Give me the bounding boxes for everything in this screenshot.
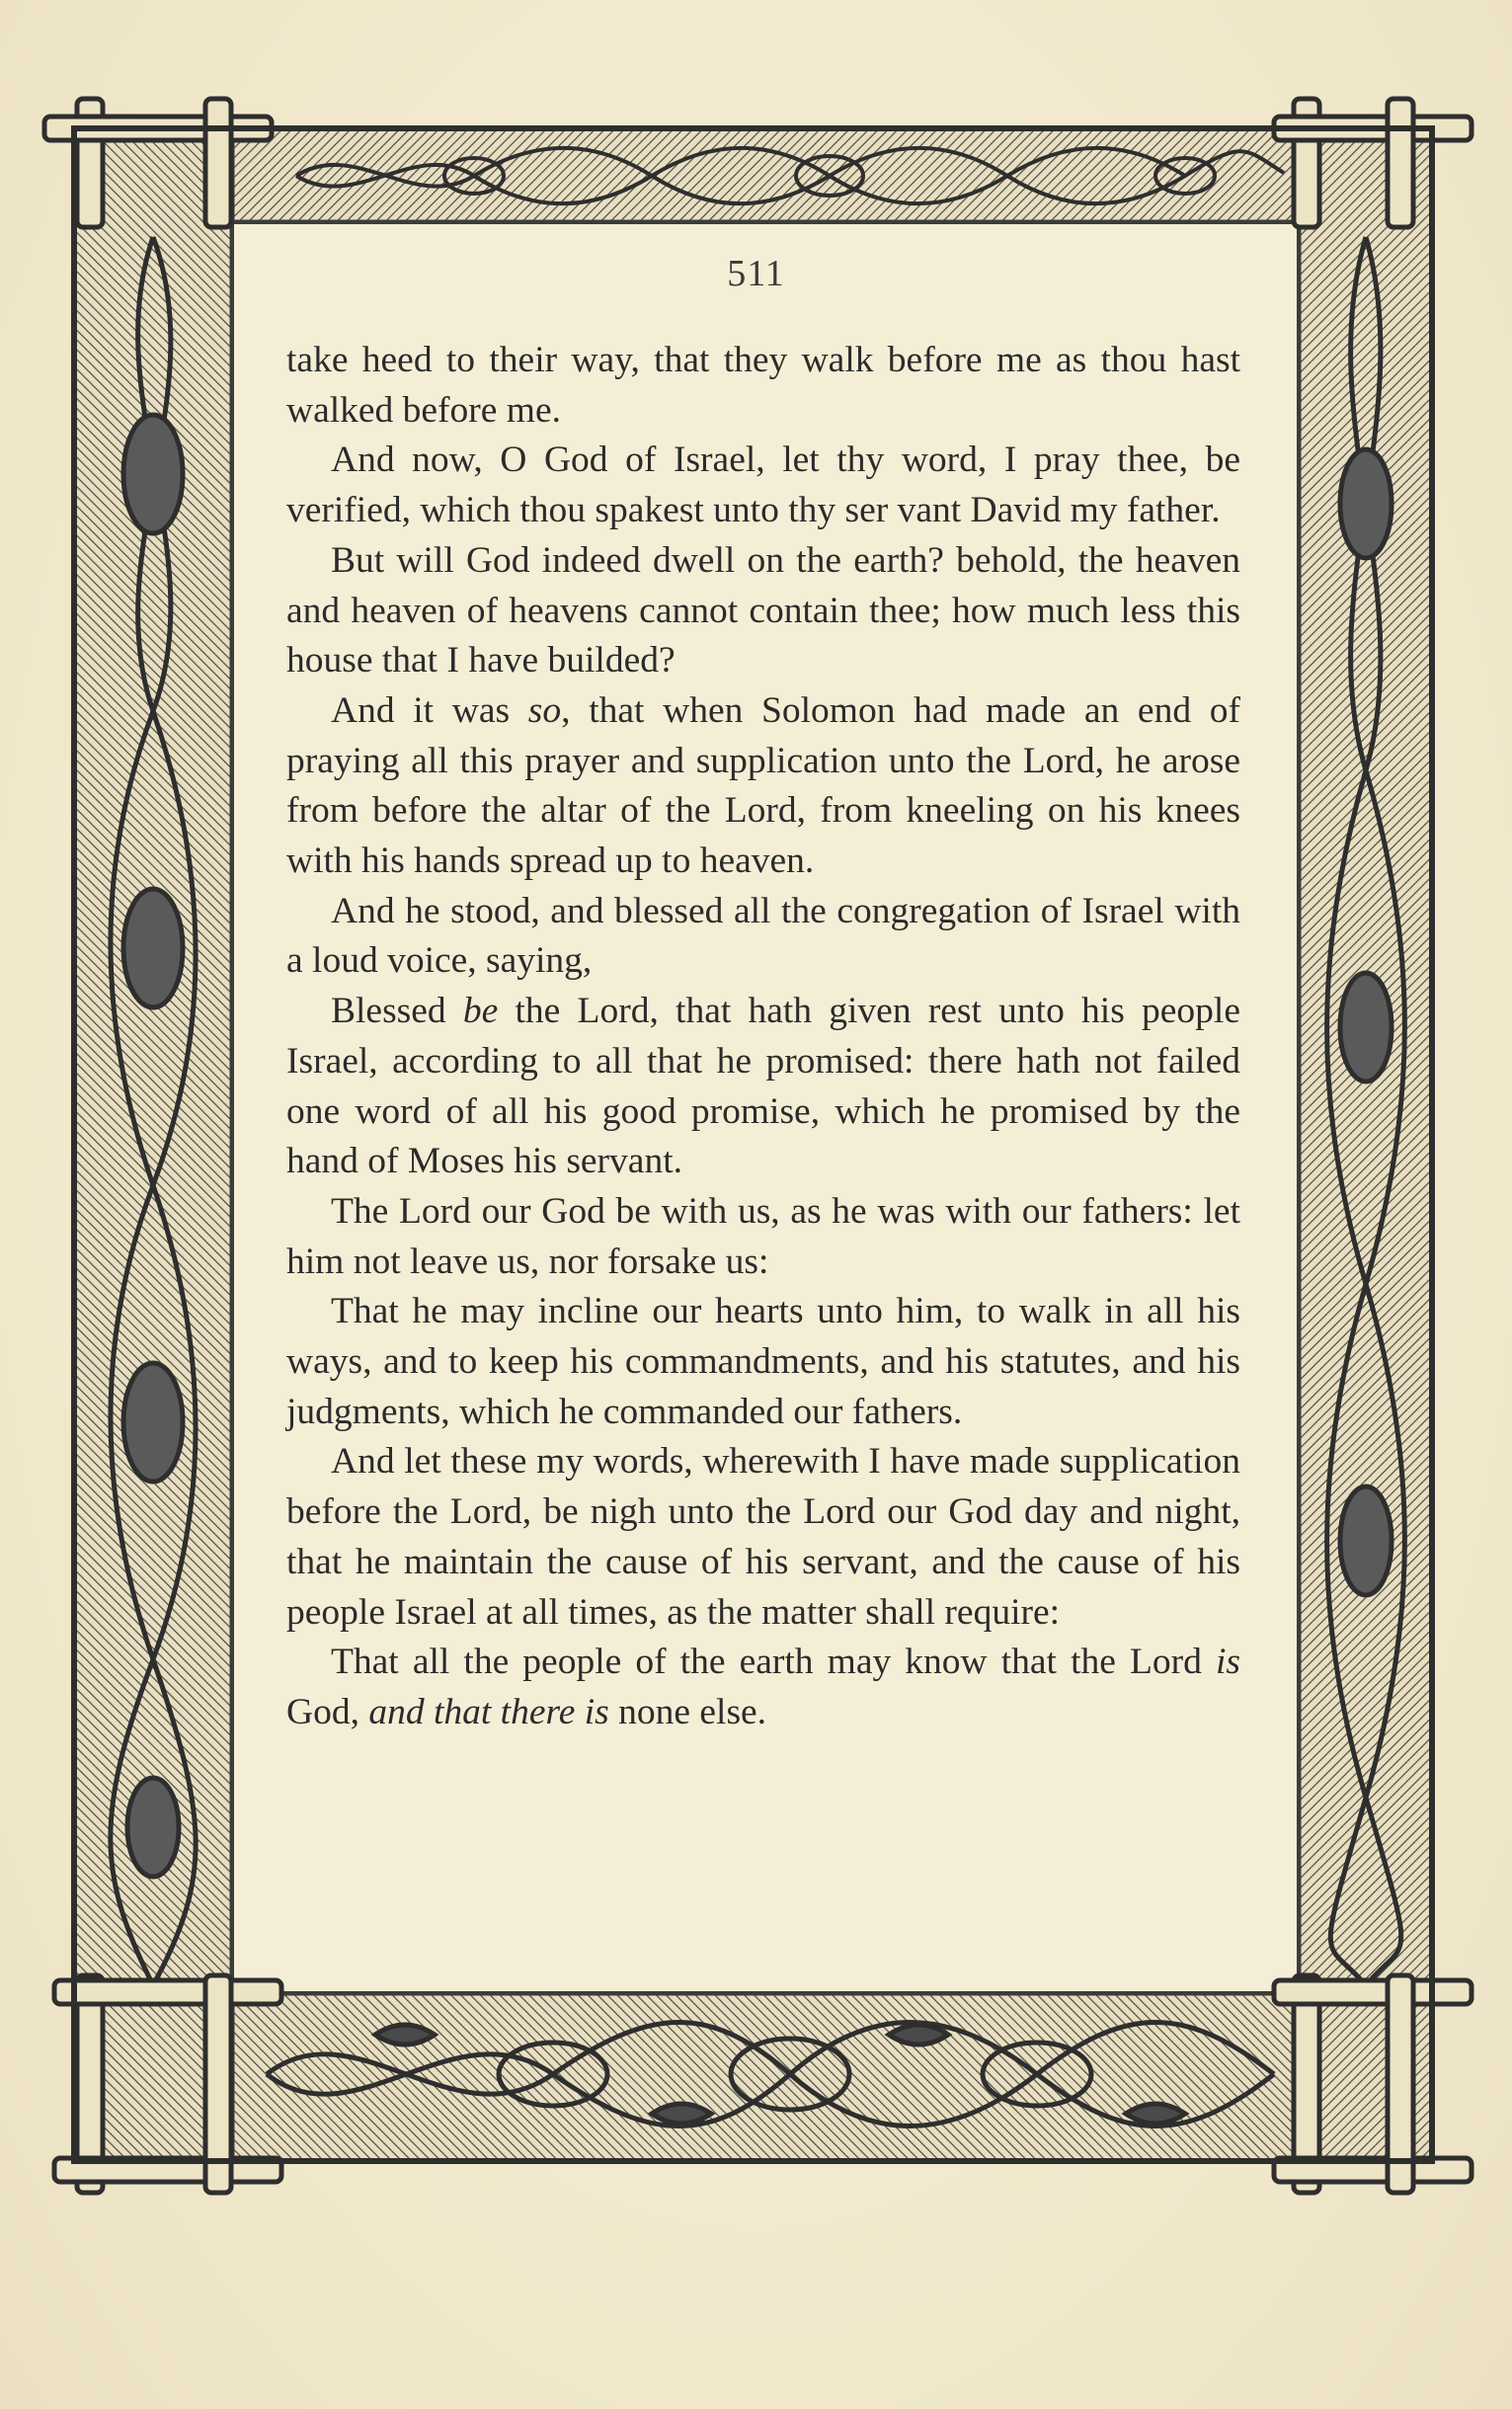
paragraph: That all the people of the earth may know that the Lord is God, and that there is none else.	[286, 1642, 1240, 1732]
paragraph: And it was so, that when Solomon had made an end of praying all this prayer and supplication unto the Lord, he arose from before the altar of the Lord, from kneeling on his knees with his hands spread up to heaven.	[286, 689, 1240, 882]
paragraph: And he stood, and blessed all the congregation of Israel with a loud voice, saying,	[286, 890, 1240, 982]
paragraph: take heed to their way, that they walk before me as thou hast walked before me.	[286, 340, 1240, 431]
paragraph: And now, O God of Israel, let thy word, I pray thee, be verified, which thou spakest unto thy ser vant David my father.	[286, 440, 1240, 531]
paragraph: Blessed be the Lord, that hath given rest unto his people Israel, according to all that he promised: there hath not failed one word of all his good promise, which he promised by the hand of Moses his servant.	[286, 991, 1240, 1182]
paragraph: And let these my words, wherewith I have made supplication before the Lord, be nigh unto the Lord our God day and night, that he maintain the cause of his servant, and the cause of his people Israel at all times, as the matter shall require:	[286, 1441, 1240, 1633]
paragraph: The Lord our God be with us, as he was with our fathers: let him not leave us, nor forsake us:	[286, 1190, 1240, 1282]
paragraph: But will God indeed dwell on the earth? behold, the heaven and heaven of heavens cannot contain thee; how much less this house that I have builded?	[286, 539, 1240, 682]
paragraph: That he may incline our hearts unto him, to walk in all his ways, and to keep his commandments, and his statutes, and his judgments, which he commanded our fathers.	[286, 1291, 1240, 1432]
page-number: 511	[727, 253, 785, 294]
body-text	[286, 336, 1240, 1738]
